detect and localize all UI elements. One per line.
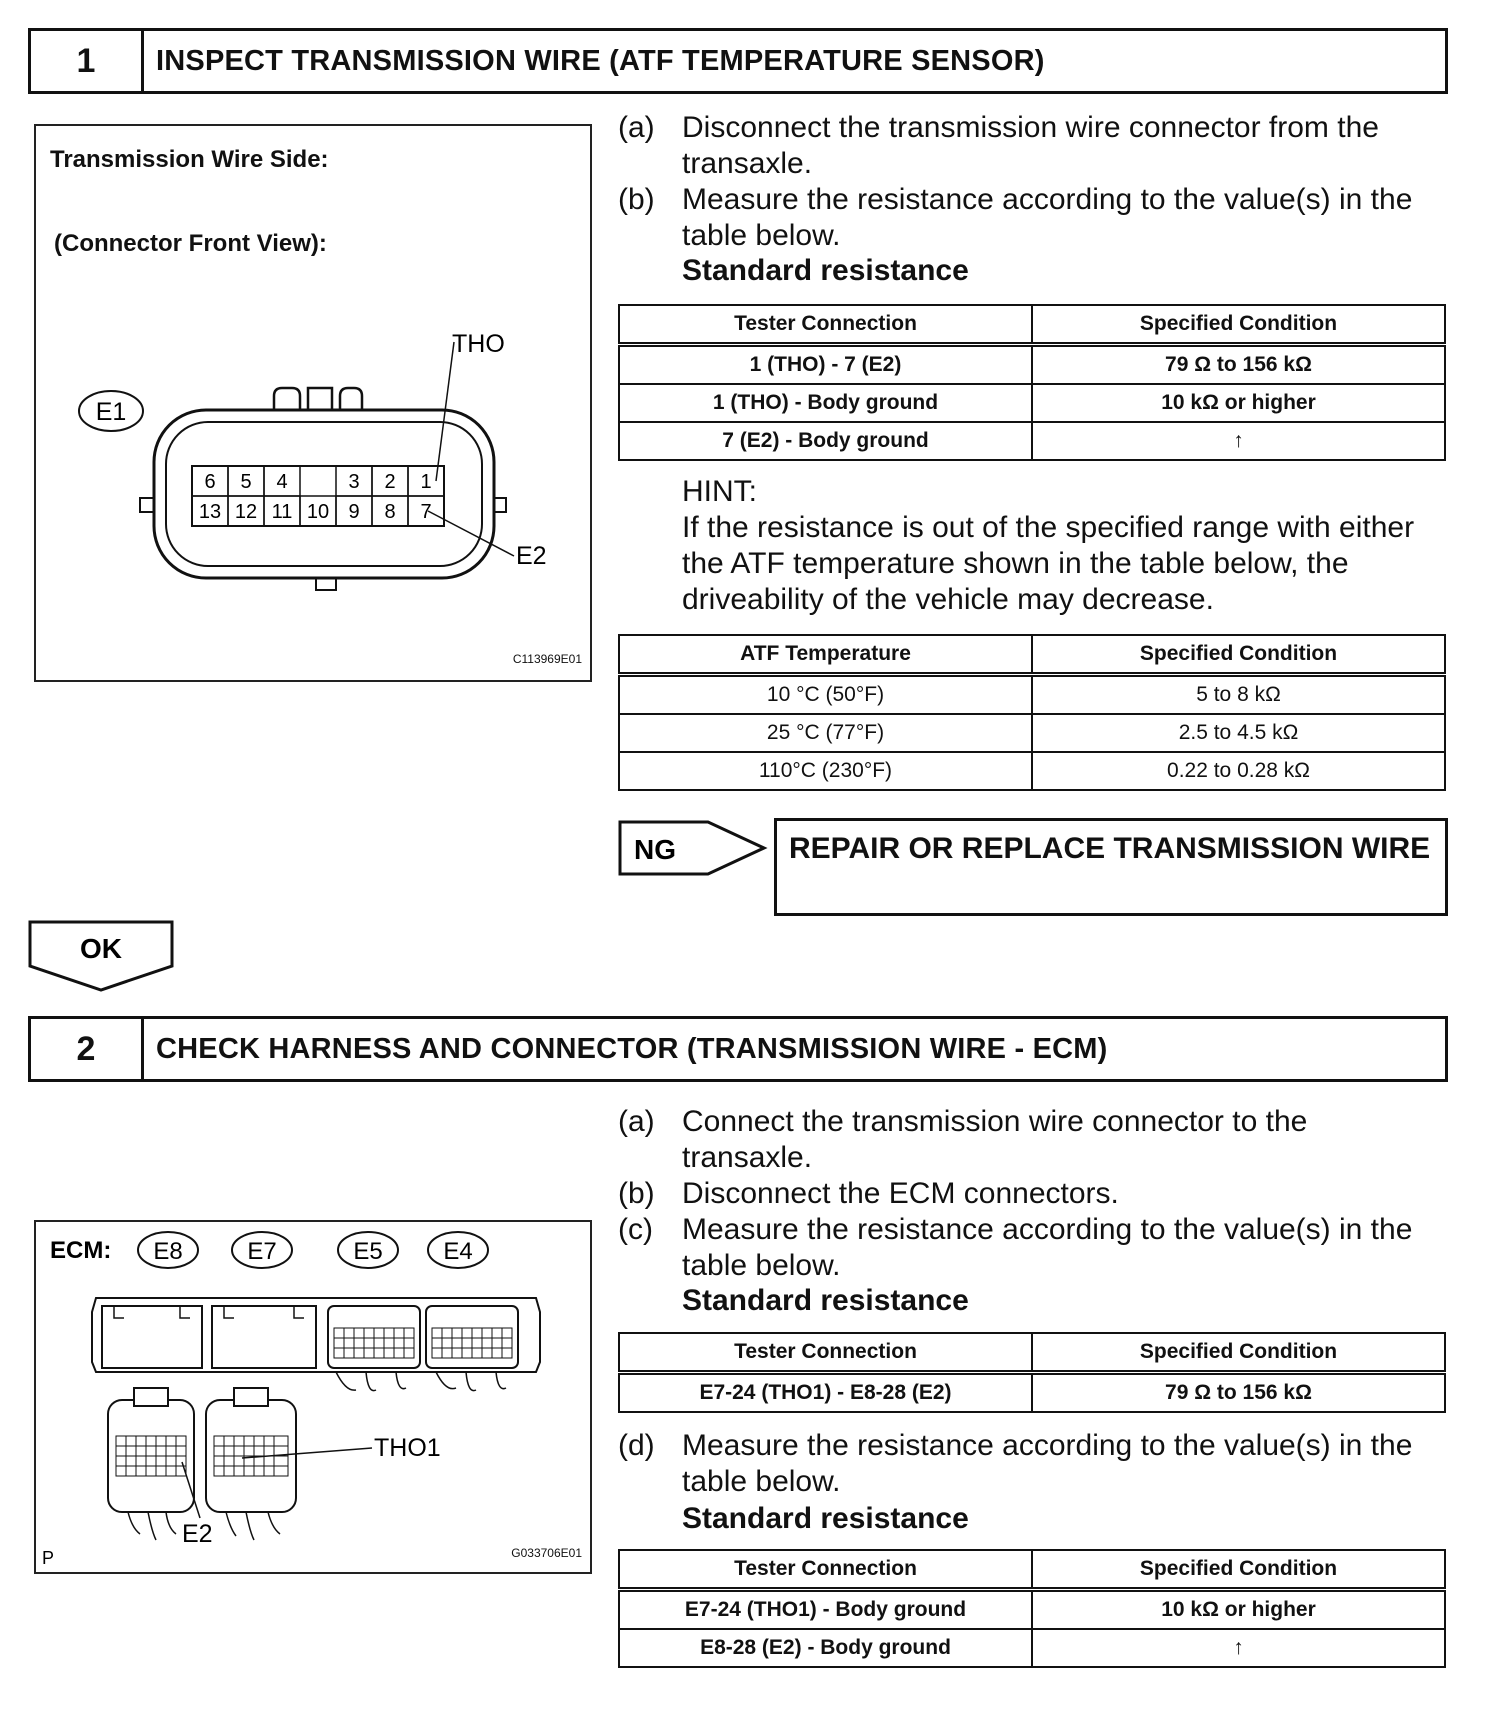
instruction-label: (c) xyxy=(618,1213,653,1246)
instruction-text: Disconnect the transmission wire connector from the transaxle. xyxy=(682,111,1379,180)
ng-label: NG xyxy=(634,834,676,865)
instruction-b xyxy=(618,182,1438,254)
connector-figure-e1 xyxy=(34,124,592,682)
table-header: Tester Connection xyxy=(619,1333,1032,1373)
step-1-instructions xyxy=(618,110,1438,254)
table-cell: 10 kΩ or higher xyxy=(1032,384,1445,422)
instruction-a xyxy=(618,110,1438,182)
table-row xyxy=(619,1629,1445,1667)
connector-id-e7-text: E7 xyxy=(247,1238,277,1265)
instruction-a xyxy=(618,1104,1438,1176)
pin-number: 13 xyxy=(198,501,222,523)
table-cell: ↑ xyxy=(1032,422,1445,460)
ecm-connector-figure xyxy=(34,1220,592,1574)
table-cell: 2.5 to 4.5 kΩ xyxy=(1032,714,1445,752)
standard-resistance-heading: Standard resistance xyxy=(682,254,969,287)
table-cell: 0.22 to 0.28 kΩ xyxy=(1032,752,1445,790)
pin-number: 12 xyxy=(234,501,258,523)
instruction-d-block xyxy=(618,1428,1438,1500)
pin-number: 5 xyxy=(240,471,252,493)
connector-e1-diagram xyxy=(36,126,590,680)
resistance-table-1 xyxy=(618,1332,1446,1413)
step-1-title: INSPECT TRANSMISSION WIRE (ATF TEMPERATURE SENSOR) xyxy=(156,44,1045,77)
callout-tho: THO xyxy=(452,330,505,358)
table-header-row xyxy=(619,635,1445,675)
pin-number: 2 xyxy=(384,471,396,493)
connector-id-e5-text: E5 xyxy=(353,1238,383,1265)
table-cell: E8-28 (E2) - Body ground xyxy=(619,1629,1032,1667)
ecm-label: ECM: xyxy=(50,1237,112,1264)
table-cell: 10 kΩ or higher xyxy=(1032,1590,1445,1630)
figure-code: C113969E01 xyxy=(512,652,582,666)
instruction-text: Measure the resistance according to the value(s) in the table below. xyxy=(682,1213,1413,1282)
instruction-label: (b) xyxy=(618,1177,655,1210)
standard-resistance-heading: Standard resistance xyxy=(682,1284,969,1317)
table-header: Specified Condition xyxy=(1032,1550,1445,1590)
step-2-instructions xyxy=(618,1104,1438,1284)
figure-code: G033706E01 xyxy=(511,1546,582,1560)
table-row xyxy=(619,752,1445,790)
pin-number: 8 xyxy=(384,501,396,523)
table-cell: 79 Ω to 156 kΩ xyxy=(1032,1373,1445,1413)
table-header: Tester Connection xyxy=(619,1550,1032,1590)
ng-action-box: REPAIR OR REPLACE TRANSMISSION WIRE xyxy=(774,818,1448,916)
callout-e2: E2 xyxy=(516,542,547,570)
hint-text: If the resistance is out of the specified range with either the ATF temperature shown in the table below, the driveability of the vehicle may decrease. xyxy=(682,511,1415,616)
table-cell: E7-24 (THO1) - Body ground xyxy=(619,1590,1032,1630)
table-cell: 10 °C (50°F) xyxy=(619,675,1032,715)
callout-e2: E2 xyxy=(182,1520,213,1548)
instruction-text: Measure the resistance according to the value(s) in the table below. xyxy=(682,1429,1413,1498)
instruction-text: Disconnect the ECM connectors. xyxy=(682,1177,1119,1210)
pin-number: 1 xyxy=(420,471,432,493)
table-cell: 7 (E2) - Body ground xyxy=(619,422,1032,460)
ok-arrow xyxy=(28,920,178,994)
table-cell: ↑ xyxy=(1032,1629,1445,1667)
table-row xyxy=(619,675,1445,715)
table-header: Specified Condition xyxy=(1032,1333,1445,1373)
table-header-row xyxy=(619,1333,1445,1373)
step-1-header xyxy=(28,28,1448,94)
resistance-table-2 xyxy=(618,1549,1446,1668)
connector-id-e8-text: E8 xyxy=(153,1238,183,1265)
connector-id-text: E1 xyxy=(95,398,127,426)
instruction-label: (a) xyxy=(618,1105,655,1138)
step-2-title: CHECK HARNESS AND CONNECTOR (TRANSMISSION WIRE - ECM) xyxy=(156,1032,1108,1065)
table-header: Tester Connection xyxy=(619,305,1032,345)
table-header: ATF Temperature xyxy=(619,635,1032,675)
ok-label: OK xyxy=(80,933,122,964)
instruction-b xyxy=(618,1176,1438,1212)
table-header: Specified Condition xyxy=(1032,635,1445,675)
table-cell: 79 Ω to 156 kΩ xyxy=(1032,345,1445,385)
standard-resistance-heading: Standard resistance xyxy=(682,1502,969,1535)
table-cell: 1 (THO) - 7 (E2) xyxy=(619,345,1032,385)
callout-tho1: THO1 xyxy=(374,1434,441,1462)
step-2-number: 2 xyxy=(31,1019,144,1079)
table-cell: 5 to 8 kΩ xyxy=(1032,675,1445,715)
atf-temperature-table xyxy=(618,634,1446,791)
resistance-table xyxy=(618,304,1446,461)
instruction-label: (d) xyxy=(618,1429,655,1462)
table-cell: E7-24 (THO1) - E8-28 (E2) xyxy=(619,1373,1032,1413)
step-1-number: 1 xyxy=(31,31,144,91)
instruction-label: (a) xyxy=(618,111,655,144)
hint-label: HINT: xyxy=(682,475,757,508)
table-row xyxy=(619,384,1445,422)
figure-label-side: Transmission Wire Side: xyxy=(50,146,329,173)
figure-label-view: (Connector Front View): xyxy=(54,230,327,257)
pin-number: 7 xyxy=(420,501,432,523)
table-row xyxy=(619,422,1445,460)
step-2-header xyxy=(28,1016,1448,1082)
ng-arrow xyxy=(618,818,768,878)
table-cell: 25 °C (77°F) xyxy=(619,714,1032,752)
table-cell: 110°C (230°F) xyxy=(619,752,1032,790)
instruction-d xyxy=(618,1428,1438,1500)
table-row xyxy=(619,1373,1445,1413)
instruction-label: (b) xyxy=(618,183,655,216)
instruction-text: Connect the transmission wire connector to the transaxle. xyxy=(682,1105,1308,1174)
instruction-text: Measure the resistance according to the value(s) in the table below. xyxy=(682,183,1413,252)
table-header-row xyxy=(619,1550,1445,1590)
pin-number: 9 xyxy=(348,501,360,523)
instruction-c xyxy=(618,1212,1438,1284)
table-header-row xyxy=(619,305,1445,345)
pin-number: 4 xyxy=(276,471,288,493)
table-row xyxy=(619,345,1445,385)
pin-number: 3 xyxy=(348,471,360,493)
pin-number: 6 xyxy=(204,471,216,493)
ecm-connectors-diagram xyxy=(36,1222,590,1572)
table-cell: 1 (THO) - Body ground xyxy=(619,384,1032,422)
pin-number: 10 xyxy=(306,501,330,523)
corner-p-label: P xyxy=(42,1548,55,1568)
pin-number: 11 xyxy=(271,501,293,523)
connector-id-e4-text: E4 xyxy=(443,1238,473,1265)
table-header: Specified Condition xyxy=(1032,305,1445,345)
hint-block xyxy=(682,474,1442,618)
table-row xyxy=(619,714,1445,752)
table-row xyxy=(619,1590,1445,1630)
